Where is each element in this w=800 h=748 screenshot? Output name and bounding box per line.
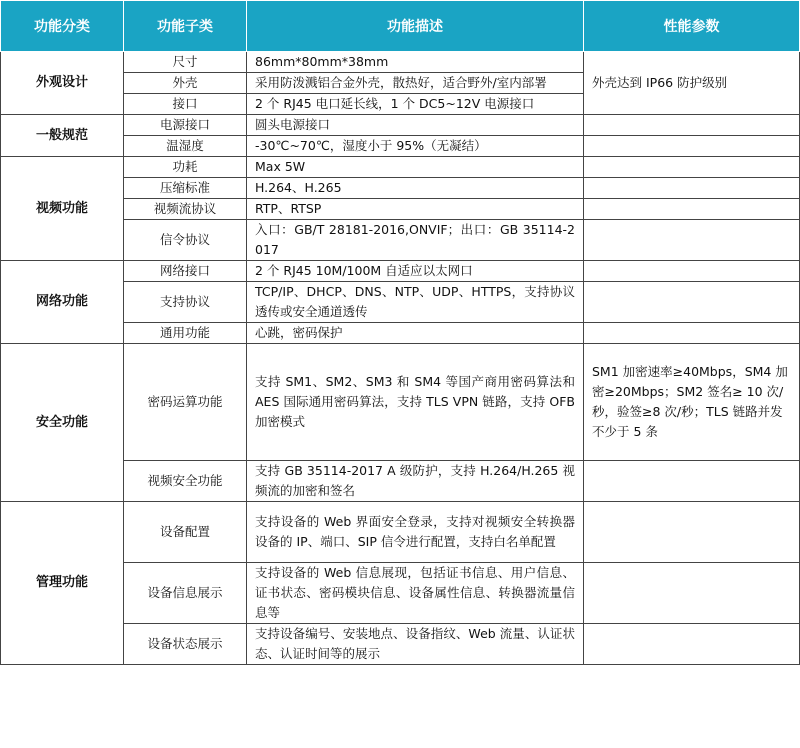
description-cell: 心跳，密码保护 (247, 323, 584, 344)
description-cell: TCP/IP、DHCP、DNS、NTP、UDP、HTTPS，支持协议透传或安全通道透传 (247, 282, 584, 323)
performance-cell (584, 502, 800, 563)
description-cell: 入口：GB/T 28181-2016,ONVIF；出口：GB 35114-2017 (247, 220, 584, 261)
header-description: 功能描述 (247, 1, 584, 52)
description-cell: 86mm*80mm*38mm (247, 52, 584, 73)
performance-cell (584, 261, 800, 282)
description-cell: 2 个 RJ45 10M/100M 自适应以太网口 (247, 261, 584, 282)
performance-cell (584, 199, 800, 220)
subcategory-cell: 压缩标准 (124, 178, 247, 199)
description-cell: 圆头电源接口 (247, 115, 584, 136)
subcategory-cell: 信令协议 (124, 220, 247, 261)
description-cell: 支持设备编号、安装地点、设备指纹、Web 流量、认证状态、认证时间等的展示 (247, 624, 584, 665)
description-cell: RTP、RTSP (247, 199, 584, 220)
subcategory-cell: 通用功能 (124, 323, 247, 344)
table-row (1, 502, 800, 563)
header-row (1, 1, 800, 52)
description-cell: -30℃~70℃，湿度小于 95%（无凝结） (247, 136, 584, 157)
table-row (1, 157, 800, 178)
category-cell: 管理功能 (1, 502, 124, 665)
description-cell: 2 个 RJ45 电口延长线，1 个 DC5~12V 电源接口 (247, 94, 584, 115)
performance-cell (584, 136, 800, 157)
table-row (1, 261, 800, 282)
subcategory-cell: 设备配置 (124, 502, 247, 563)
subcategory-cell: 视频安全功能 (124, 461, 247, 502)
description-cell: H.264、H.265 (247, 178, 584, 199)
subcategory-cell: 尺寸 (124, 52, 247, 73)
description-cell: 采用防泼溅铝合金外壳，散热好，适合野外/室内部署 (247, 73, 584, 94)
performance-cell: SM1 加密速率≥40Mbps，SM4 加密≥20Mbps；SM2 签名≥ 10 次/秒，验签≥8 次/秒；TLS 链路并发不少于 5 条 (584, 344, 800, 461)
subcategory-cell: 温湿度 (124, 136, 247, 157)
performance-cell (584, 157, 800, 178)
performance-cell (584, 282, 800, 323)
category-cell: 视频功能 (1, 157, 124, 261)
subcategory-cell: 设备状态展示 (124, 624, 247, 665)
subcategory-cell: 外壳 (124, 73, 247, 94)
header-category: 功能分类 (1, 1, 124, 52)
performance-cell (584, 624, 800, 665)
subcategory-cell: 网络接口 (124, 261, 247, 282)
description-cell: 支持设备的 Web 信息展现，包括证书信息、用户信息、证书状态、密码模块信息、设备属性信息、转换器流量信息等 (247, 563, 584, 624)
description-cell: 支持设备的 Web 界面安全登录，支持对视频安全转换器设备的 IP、端口、SIP 信令进行配置，支持白名单配置 (247, 502, 584, 563)
table-row (1, 52, 800, 73)
performance-cell (584, 323, 800, 344)
subcategory-cell: 接口 (124, 94, 247, 115)
description-cell: Max 5W (247, 157, 584, 178)
performance-cell: 外壳达到 IP66 防护级别 (584, 52, 800, 115)
subcategory-cell: 密码运算功能 (124, 344, 247, 461)
subcategory-cell: 功耗 (124, 157, 247, 178)
performance-cell (584, 220, 800, 261)
subcategory-cell: 电源接口 (124, 115, 247, 136)
category-cell: 网络功能 (1, 261, 124, 344)
subcategory-cell: 支持协议 (124, 282, 247, 323)
performance-cell (584, 563, 800, 624)
header-subcategory: 功能子类 (124, 1, 247, 52)
header-performance: 性能参数 (584, 1, 800, 52)
table-row (1, 115, 800, 136)
category-cell: 安全功能 (1, 344, 124, 502)
category-cell: 一般规范 (1, 115, 124, 157)
performance-cell (584, 115, 800, 136)
table-row (1, 344, 800, 461)
description-cell: 支持 SM1、SM2、SM3 和 SM4 等国产商用密码算法和 AES 国际通用密码算法，支持 TLS VPN 链路，支持 OFB 加密模式 (247, 344, 584, 461)
subcategory-cell: 设备信息展示 (124, 563, 247, 624)
category-cell: 外观设计 (1, 52, 124, 115)
performance-cell (584, 178, 800, 199)
subcategory-cell: 视频流协议 (124, 199, 247, 220)
performance-cell (584, 461, 800, 502)
description-cell: 支持 GB 35114-2017 A 级防护，支持 H.264/H.265 视频流的加密和签名 (247, 461, 584, 502)
